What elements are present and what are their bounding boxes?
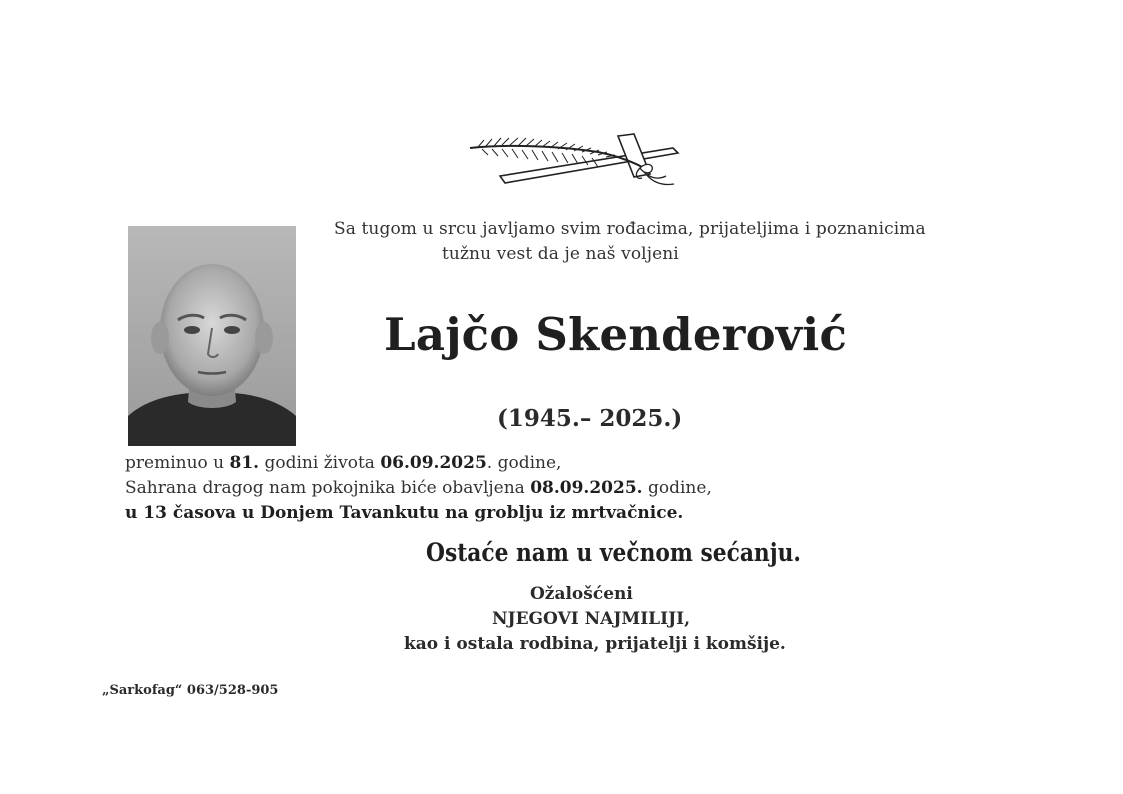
mourners-others: kao i ostala rodbina, prijatelji i komšije. (404, 634, 786, 654)
detail-text: Sahrana dragog nam pokojnika biće obavljena (125, 478, 531, 498)
mourners-family: NJEGOVI NAJMILIJI, (492, 609, 690, 629)
detail-text: preminuo u (125, 453, 230, 473)
intro-line-1: Sa tugom u srcu javljamo svim rođacima, prijateljima i poznanicima (334, 219, 926, 239)
remembrance-line: Ostaće nam u večnom sećanju. (426, 538, 801, 567)
funeral-detail-line (125, 478, 712, 498)
cross-with-palm-branch-icon (468, 128, 680, 192)
death-detail-line (125, 453, 561, 473)
death-date: 06.09.2025 (380, 453, 487, 473)
age-value: 81. (229, 453, 260, 473)
mourners-heading: Ožalošćeni (530, 584, 633, 604)
funeral-time-place-line: u 13 časova u Donjem Tavankutu na groblju iz mrtvačnice. (125, 503, 684, 523)
intro-line-2: tužnu vest da je naš voljeni (442, 244, 679, 264)
life-years: (1945.– 2025.) (497, 405, 683, 432)
deceased-portrait-photo (128, 226, 296, 446)
detail-text: . godine, (486, 453, 562, 473)
detail-text: godini života (259, 453, 381, 473)
funeral-date: 08.09.2025. (530, 478, 643, 498)
detail-text: godine, (642, 478, 712, 498)
deceased-name: Lajčo Skenderović (384, 308, 848, 361)
funeral-company-contact: „Sarkofag“ 063/528-905 (102, 683, 279, 698)
